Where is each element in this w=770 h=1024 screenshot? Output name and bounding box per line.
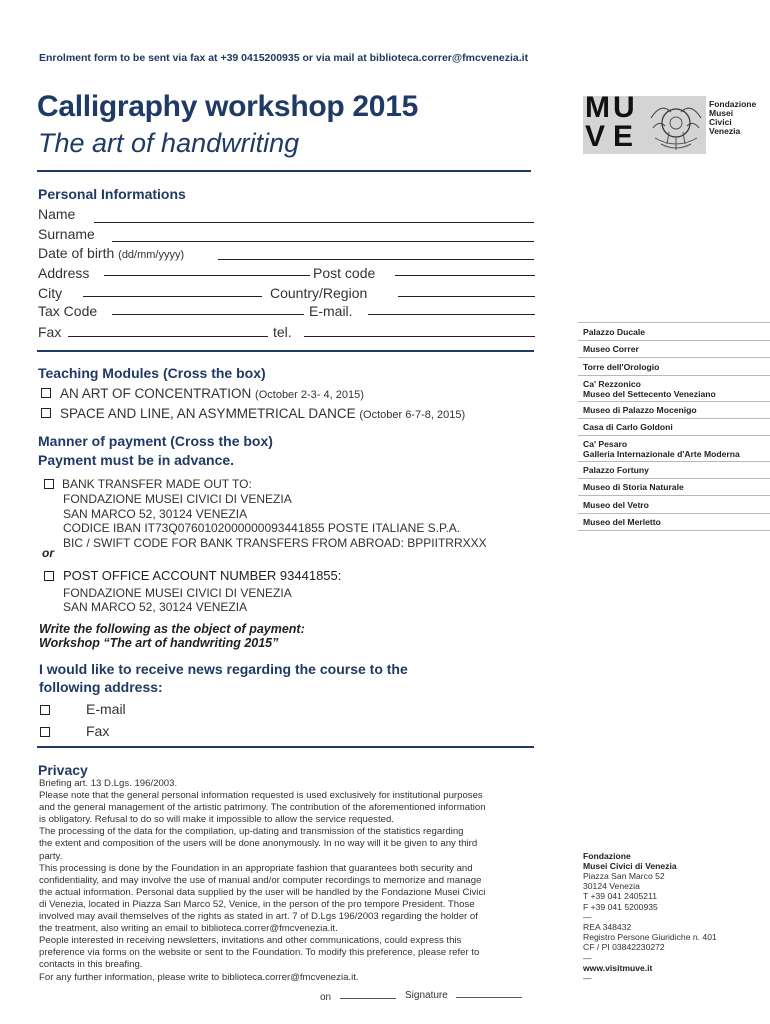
- post-office-checkbox[interactable]: [44, 571, 54, 581]
- museum-item: Torre dell'Orologio: [583, 362, 660, 372]
- dob-field[interactable]: [218, 259, 534, 260]
- address-end: —: [583, 973, 592, 983]
- privacy-text: Briefing art. 13 D.Lgs. 196/2003. Please note that the general personal information requested is used exclusively for institutional purposes and the general management of the artistic patrimony. The contribution of the aforementioned information is obligatory. Refusal to do so will make it impossible to allow the service requested. The processing of the data for the compilation, up-dating and transmission of the statistics regarding the extent and composition of the users will be done anonymously. In no way will it be given to any third party. This processing is done by the Foundation in an appropriate fashion that guarantees both security and confidentiality, and may involve the use of manual and/or computer recordings to memorize and manage the actual information. Personal data supplied by the user will be handled by the Fondazione Musei Civici di Venezia, located in Piazza San Marco 52, Venice, in the person of the pro tempore President. Those involved may avail themselves of the rights as stated in art. 7 of D.Lgs 196/2003 regarding the holder of the treatment, also writing an email to biblioteca.correr@fmcvenezia.it. People interested in receiving newsletters, invitations and other communications, could express this preference via forms on the website or sent to the Foundation. To modify this preference, please refer to contacts in this breafing. For any further information, please write to biblioteca.correr@fmcvenezia.it.: [39, 778, 486, 983]
- name-field[interactable]: [94, 222, 534, 223]
- post-line: FONDAZIONE MUSEI CIVICI DI VENEZIA: [63, 586, 292, 600]
- personal-heading: Personal Informations: [38, 186, 186, 202]
- museum-item: Ca' Rezzonico Museo del Settecento Veneziano: [583, 379, 716, 399]
- signature-label: Signature: [405, 990, 448, 1001]
- bank-transfer-label: BANK TRANSFER MADE OUT TO:: [62, 477, 252, 491]
- city-field[interactable]: [83, 296, 262, 297]
- city-label: City: [38, 285, 63, 301]
- address-label: Address: [38, 265, 90, 281]
- address-field[interactable]: [104, 275, 310, 276]
- news-email-checkbox[interactable]: [40, 705, 50, 715]
- payment-advance: Payment must be in advance.: [38, 452, 235, 468]
- surname-label: Surname: [38, 226, 95, 242]
- winged-lion-icon: [647, 98, 705, 152]
- museum-item: Palazzo Ducale: [583, 327, 646, 337]
- email-field[interactable]: [368, 314, 535, 315]
- museum-item: Museo del Vetro: [583, 500, 649, 510]
- foundation-name: Fondazione: [583, 851, 631, 861]
- country-field[interactable]: [398, 296, 535, 297]
- surname-field[interactable]: [112, 241, 534, 242]
- bank-line: SAN MARCO 52, 30124 VENEZIA: [63, 507, 248, 521]
- tel-field[interactable]: [304, 336, 535, 337]
- or-label: or: [42, 546, 54, 560]
- bank-bic: BIC / SWIFT CODE FOR BANK TRANSFERS FROM ABROAD: BPPIITRRXXX: [63, 536, 487, 550]
- news-fax-checkbox[interactable]: [40, 727, 50, 737]
- module-2-label: SPACE AND LINE, AN ASYMMETRICAL DANCE (October 6-7-8, 2015): [60, 406, 466, 421]
- email-label: E-mail.: [309, 303, 353, 319]
- foundation-name: Musei Civici di Venezia: [583, 861, 677, 871]
- museum-item: Ca' Pesaro Galleria Internazionale d'Arte Moderna: [583, 439, 740, 459]
- museum-item: Palazzo Fortuny: [583, 465, 649, 475]
- postcode-label: Post code: [313, 265, 376, 281]
- name-label: Name: [38, 206, 76, 222]
- enrolment-note: Enrolment form to be sent via fax at +39 0415200935 or via mail at biblioteca.correr@fmcvenezia.it: [39, 52, 529, 64]
- form-title: Calligraphy workshop 2015: [37, 90, 418, 123]
- museum-item: Museo di Palazzo Mocenigo: [583, 405, 697, 415]
- dob-label: Date of birth (dd/mm/yyyy): [38, 245, 185, 261]
- header-rule: [37, 170, 531, 172]
- payment-heading: Manner of payment (Cross the box): [38, 433, 273, 449]
- privacy-heading: Privacy: [38, 762, 88, 778]
- fax-label: Fax: [38, 324, 62, 340]
- date-label: on: [320, 992, 332, 1003]
- museum-item: Museo Correr: [583, 344, 639, 354]
- news-heading: following address:: [39, 679, 163, 695]
- museum-item: Museo del Merletto: [583, 517, 661, 527]
- fax-field[interactable]: [68, 336, 268, 337]
- payment-object-line: Workshop “The art of handwriting 2015”: [39, 636, 279, 650]
- country-label: Country/Region: [270, 285, 368, 301]
- museum-item: Museo di Storia Naturale: [583, 482, 684, 492]
- news-email-label: E-mail: [86, 701, 126, 717]
- postcode-field[interactable]: [395, 275, 535, 276]
- module-1-checkbox[interactable]: [41, 388, 51, 398]
- date-field[interactable]: [340, 998, 396, 999]
- news-fax-label: Fax: [86, 723, 110, 739]
- module-2-checkbox[interactable]: [41, 408, 51, 418]
- website-link[interactable]: www.visitmuve.it: [583, 963, 653, 973]
- bank-line: FONDAZIONE MUSEI CIVICI DI VENEZIA: [63, 492, 292, 506]
- form-subtitle: The art of handwriting: [38, 128, 300, 158]
- modules-heading: Teaching Modules (Cross the box): [38, 365, 266, 381]
- news-heading: I would like to receive news regarding the course to the: [39, 661, 408, 677]
- payment-object-line: Write the following as the object of payment:: [39, 622, 305, 636]
- section-rule-1: [37, 350, 534, 352]
- tel-label: tel.: [273, 324, 292, 340]
- museum-item: Casa di Carlo Goldoni: [583, 422, 673, 432]
- post-line: SAN MARCO 52, 30124 VENEZIA: [63, 600, 248, 614]
- muve-logo: M U V E Fondazione Musei Civici Venezia: [585, 91, 757, 153]
- taxcode-label: Tax Code: [38, 303, 98, 319]
- bank-iban: CODICE IBAN IT73Q0760102000000093441855 POSTE ITALIANE S.P.A.: [63, 521, 461, 535]
- module-1-label: AN ART OF CONCENTRATION (October 2-3- 4, 2015): [60, 386, 364, 401]
- signature-field[interactable]: [456, 997, 522, 998]
- bank-transfer-checkbox[interactable]: [44, 479, 54, 489]
- foundation-address: Piazza San Marco 52 30124 Venezia T +39 041 2405211 F +39 041 5200935 — REA 348432 Registro Persone Giuridiche n. 401 CF / PI 03842230272 —: [583, 871, 717, 963]
- section-rule-2: [37, 746, 534, 748]
- post-office-label: POST OFFICE ACCOUNT NUMBER 93441855:: [63, 568, 342, 583]
- taxcode-field[interactable]: [112, 314, 304, 315]
